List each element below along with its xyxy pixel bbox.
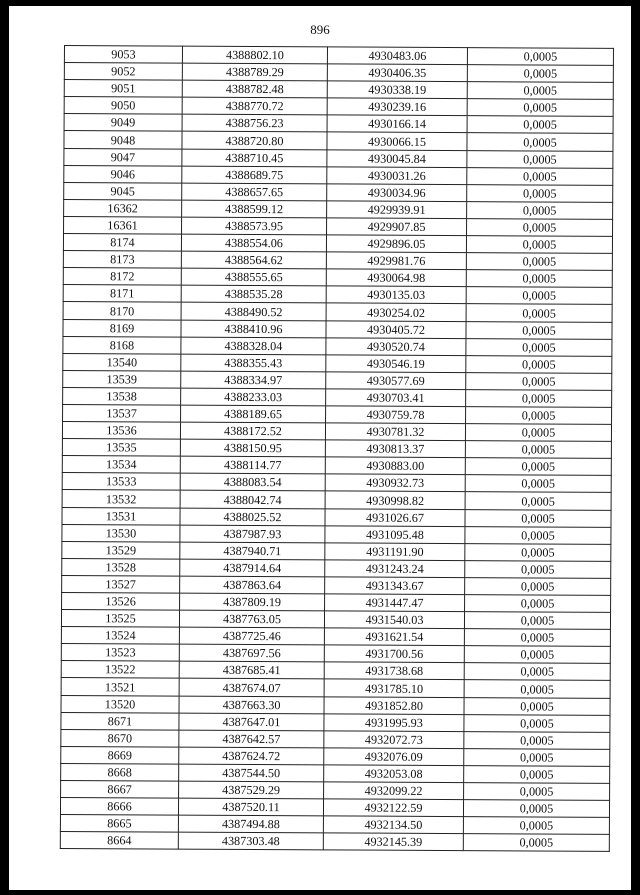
tolerance-cell: 0,0005	[465, 560, 611, 578]
x-coordinate-cell: 4388782.48	[182, 80, 327, 98]
y-coordinate-cell: 4931738.68	[324, 662, 464, 680]
tolerance-cell: 0,0005	[465, 458, 611, 476]
y-coordinate-cell: 4930239.16	[327, 98, 467, 116]
point-id-cell: 13520	[61, 695, 179, 713]
x-coordinate-cell: 4388689.75	[182, 166, 327, 184]
point-id-cell: 8665	[60, 815, 178, 833]
tolerance-cell: 0,0005	[466, 389, 612, 407]
x-coordinate-cell: 4387725.46	[179, 627, 324, 645]
tolerance-cell: 0,0005	[464, 663, 610, 681]
point-id-cell: 13535	[62, 439, 180, 457]
y-coordinate-cell: 4931785.10	[324, 679, 464, 697]
x-coordinate-cell: 4387914.64	[180, 559, 325, 577]
x-coordinate-cell: 4388657.65	[182, 183, 327, 201]
x-coordinate-cell: 4388564.62	[181, 251, 326, 269]
tolerance-cell: 0,0005	[466, 253, 612, 271]
x-coordinate-cell: 4388150.95	[180, 439, 325, 457]
x-coordinate-cell: 4388172.52	[180, 422, 325, 440]
x-coordinate-cell: 4388042.74	[180, 491, 325, 509]
point-id-cell: 13526	[62, 592, 180, 610]
point-id-cell: 16362	[64, 199, 182, 217]
x-coordinate-cell: 4388083.54	[180, 473, 325, 491]
y-coordinate-cell: 4931191.90	[325, 543, 465, 561]
tolerance-cell: 0,0005	[466, 355, 612, 373]
tolerance-cell: 0,0005	[464, 766, 610, 784]
point-id-cell: 9052	[64, 63, 182, 81]
y-coordinate-cell: 4931852.80	[324, 696, 464, 714]
tolerance-cell: 0,0005	[466, 304, 612, 322]
tolerance-cell: 0,0005	[467, 167, 613, 185]
y-coordinate-cell: 4930031.26	[327, 167, 467, 185]
point-id-cell: 13536	[62, 422, 180, 440]
x-coordinate-cell: 4387494.88	[178, 815, 323, 833]
point-id-cell: 13538	[63, 387, 181, 405]
x-coordinate-cell: 4387624.72	[179, 747, 324, 765]
y-coordinate-cell: 4930066.15	[327, 132, 467, 150]
tolerance-cell: 0,0005	[465, 475, 611, 493]
point-id-cell: 9046	[64, 165, 182, 183]
x-coordinate-cell: 4387642.57	[179, 730, 324, 748]
y-coordinate-cell: 4931343.67	[325, 577, 465, 595]
point-id-cell: 13534	[62, 456, 180, 474]
y-coordinate-cell: 4932145.39	[323, 833, 463, 851]
y-coordinate-cell: 4930520.74	[326, 337, 466, 355]
point-id-cell: 9050	[64, 97, 182, 115]
x-coordinate-cell: 4387674.07	[179, 679, 324, 697]
y-coordinate-cell: 4932076.09	[324, 748, 464, 766]
point-id-cell: 9051	[64, 80, 182, 98]
x-coordinate-cell: 4388189.65	[181, 405, 326, 423]
point-id-cell: 13539	[63, 370, 181, 388]
x-coordinate-cell: 4388573.95	[182, 217, 327, 235]
y-coordinate-cell: 4930577.69	[326, 372, 466, 390]
x-coordinate-cell: 4388554.06	[181, 234, 326, 252]
x-coordinate-cell: 4388535.28	[181, 285, 326, 303]
point-id-cell: 8173	[63, 251, 181, 269]
y-coordinate-cell: 4930883.00	[325, 457, 465, 475]
tolerance-cell: 0,0005	[464, 697, 610, 715]
coordinates-table	[60, 45, 614, 852]
point-id-cell: 8170	[63, 302, 181, 320]
point-id-cell: 13540	[63, 353, 181, 371]
point-id-cell: 13528	[62, 558, 180, 576]
point-id-cell: 8667	[61, 781, 179, 799]
point-id-cell: 13527	[62, 575, 180, 593]
y-coordinate-cell: 4929939.91	[327, 201, 467, 219]
point-id-cell: 9053	[64, 46, 182, 64]
y-coordinate-cell: 4930064.98	[326, 269, 466, 287]
point-id-cell: 13521	[61, 678, 179, 696]
tolerance-cell: 0,0005	[465, 441, 611, 459]
y-coordinate-cell: 4930546.19	[326, 355, 466, 373]
x-coordinate-cell: 4388490.52	[181, 303, 326, 321]
tolerance-cell: 0,0005	[465, 526, 611, 544]
y-coordinate-cell: 4930998.82	[325, 491, 465, 509]
tolerance-cell: 0,0005	[464, 612, 610, 630]
tolerance-cell: 0,0005	[466, 270, 612, 288]
tolerance-cell: 0,0005	[464, 748, 610, 766]
y-coordinate-cell: 4932099.22	[324, 782, 464, 800]
y-coordinate-cell: 4932134.50	[323, 816, 463, 834]
point-id-cell: 9047	[64, 148, 182, 166]
tolerance-cell: 0,0005	[467, 48, 613, 66]
point-id-cell: 8171	[63, 285, 181, 303]
x-coordinate-cell: 4388802.10	[182, 46, 327, 64]
point-id-cell: 13530	[62, 524, 180, 542]
x-coordinate-cell: 4387647.01	[179, 713, 324, 731]
x-coordinate-cell: 4388233.03	[181, 388, 326, 406]
tolerance-cell: 0,0005	[467, 219, 613, 237]
x-coordinate-cell: 4388334.97	[181, 371, 326, 389]
x-coordinate-cell: 4388114.77	[180, 456, 325, 474]
y-coordinate-cell: 4931447.47	[325, 594, 465, 612]
point-id-cell: 13529	[62, 541, 180, 559]
x-coordinate-cell: 4387863.64	[180, 576, 325, 594]
point-id-cell: 8668	[61, 763, 179, 781]
y-coordinate-cell: 4930406.35	[327, 64, 467, 82]
y-coordinate-cell: 4930703.41	[326, 389, 466, 407]
x-coordinate-cell: 4387663.30	[179, 696, 324, 714]
tolerance-cell: 0,0005	[466, 372, 612, 390]
tolerance-cell: 0,0005	[463, 800, 609, 818]
y-coordinate-cell: 4930781.32	[325, 423, 465, 441]
point-id-cell: 9048	[64, 131, 182, 149]
point-id-cell: 13532	[62, 490, 180, 508]
tolerance-cell: 0,0005	[465, 509, 611, 527]
point-id-cell: 9045	[64, 182, 182, 200]
tolerance-cell: 0,0005	[466, 338, 612, 356]
tolerance-cell: 0,0005	[464, 731, 610, 749]
y-coordinate-cell: 4932072.73	[324, 731, 464, 749]
point-id-cell: 8169	[63, 319, 181, 337]
point-id-cell: 8671	[61, 712, 179, 730]
point-id-cell: 8669	[61, 746, 179, 764]
point-id-cell: 8168	[63, 336, 181, 354]
x-coordinate-cell: 4388025.52	[180, 508, 325, 526]
point-id-cell: 16361	[64, 216, 182, 234]
tolerance-cell: 0,0005	[464, 646, 610, 664]
tolerance-cell: 0,0005	[465, 543, 611, 561]
tolerance-cell: 0,0005	[467, 150, 613, 168]
tolerance-cell: 0,0005	[464, 714, 610, 732]
tolerance-cell: 0,0005	[465, 492, 611, 510]
tolerance-cell: 0,0005	[467, 133, 613, 151]
x-coordinate-cell: 4388410.96	[181, 320, 326, 338]
tolerance-cell: 0,0005	[465, 595, 611, 613]
tolerance-cell: 0,0005	[463, 817, 609, 835]
tolerance-cell: 0,0005	[467, 116, 613, 134]
x-coordinate-cell: 4388355.43	[181, 354, 326, 372]
y-coordinate-cell: 4931995.93	[324, 714, 464, 732]
point-id-cell: 13525	[61, 610, 179, 628]
point-id-cell: 13522	[61, 661, 179, 679]
y-coordinate-cell: 4930045.84	[327, 149, 467, 167]
tolerance-cell: 0,0005	[467, 82, 613, 100]
x-coordinate-cell: 4388789.29	[182, 63, 327, 81]
x-coordinate-cell: 4387987.93	[180, 525, 325, 543]
x-coordinate-cell: 4387544.50	[179, 764, 324, 782]
point-id-cell: 13531	[62, 507, 180, 525]
y-coordinate-cell: 4930166.14	[327, 115, 467, 133]
table-row	[60, 832, 609, 852]
y-coordinate-cell: 4929896.05	[326, 235, 466, 253]
tolerance-cell: 0,0005	[464, 783, 610, 801]
x-coordinate-cell: 4387529.29	[179, 781, 324, 799]
y-coordinate-cell: 4930759.78	[326, 406, 466, 424]
tolerance-cell: 0,0005	[466, 321, 612, 339]
page-number: 896	[310, 22, 330, 37]
point-id-cell: 13523	[61, 644, 179, 662]
y-coordinate-cell: 4931540.03	[324, 611, 464, 629]
tolerance-cell: 0,0005	[466, 407, 612, 425]
y-coordinate-cell: 4929907.85	[327, 218, 467, 236]
x-coordinate-cell: 4388710.45	[182, 149, 327, 167]
y-coordinate-cell: 4930135.03	[326, 286, 466, 304]
document-page	[9, 6, 631, 890]
y-coordinate-cell: 4931095.48	[325, 525, 465, 543]
y-coordinate-cell: 4930034.96	[327, 184, 467, 202]
tolerance-cell: 0,0005	[464, 680, 610, 698]
point-id-cell: 8172	[63, 268, 181, 286]
y-coordinate-cell: 4930483.06	[327, 47, 467, 65]
tolerance-cell: 0,0005	[465, 424, 611, 442]
y-coordinate-cell: 4930813.37	[325, 440, 465, 458]
coordinates-table-body	[60, 46, 613, 852]
point-id-cell: 8666	[60, 798, 178, 816]
y-coordinate-cell: 4932053.08	[324, 765, 464, 783]
point-id-cell: 8664	[60, 832, 178, 850]
point-id-cell: 13537	[63, 404, 181, 422]
y-coordinate-cell: 4932122.59	[323, 799, 463, 817]
x-coordinate-cell: 4388756.23	[182, 114, 327, 132]
x-coordinate-cell: 4388328.04	[181, 337, 326, 355]
tolerance-cell: 0,0005	[465, 578, 611, 596]
tolerance-cell: 0,0005	[464, 629, 610, 647]
y-coordinate-cell: 4930405.72	[326, 320, 466, 338]
y-coordinate-cell: 4930338.19	[327, 81, 467, 99]
x-coordinate-cell: 4387697.56	[179, 644, 324, 662]
x-coordinate-cell: 4387940.71	[180, 542, 325, 560]
x-coordinate-cell: 4387685.41	[179, 661, 324, 679]
point-id-cell: 8670	[61, 729, 179, 747]
point-id-cell: 8174	[63, 234, 181, 252]
x-coordinate-cell: 4387303.48	[178, 832, 323, 850]
y-coordinate-cell: 4931026.67	[325, 508, 465, 526]
x-coordinate-cell: 4388770.72	[182, 97, 327, 115]
y-coordinate-cell: 4931243.24	[325, 560, 465, 578]
tolerance-cell: 0,0005	[466, 236, 612, 254]
x-coordinate-cell: 4388599.12	[182, 200, 327, 218]
tolerance-cell: 0,0005	[467, 201, 613, 219]
point-id-cell: 9049	[64, 114, 182, 132]
y-coordinate-cell: 4931700.56	[324, 645, 464, 663]
x-coordinate-cell: 4387763.05	[179, 610, 324, 628]
x-coordinate-cell: 4388555.65	[181, 268, 326, 286]
y-coordinate-cell: 4930254.02	[326, 303, 466, 321]
y-coordinate-cell: 4931621.54	[324, 628, 464, 646]
x-coordinate-cell: 4387809.19	[180, 593, 325, 611]
point-id-cell: 13524	[61, 627, 179, 645]
x-coordinate-cell: 4388720.80	[182, 132, 327, 150]
y-coordinate-cell: 4930932.73	[325, 474, 465, 492]
tolerance-cell: 0,0005	[467, 65, 613, 83]
tolerance-cell: 0,0005	[466, 287, 612, 305]
y-coordinate-cell: 4929981.76	[326, 252, 466, 270]
tolerance-cell: 0,0005	[467, 184, 613, 202]
x-coordinate-cell: 4387520.11	[178, 798, 323, 816]
point-id-cell: 13533	[62, 473, 180, 491]
tolerance-cell: 0,0005	[467, 99, 613, 117]
tolerance-cell: 0,0005	[463, 834, 609, 852]
